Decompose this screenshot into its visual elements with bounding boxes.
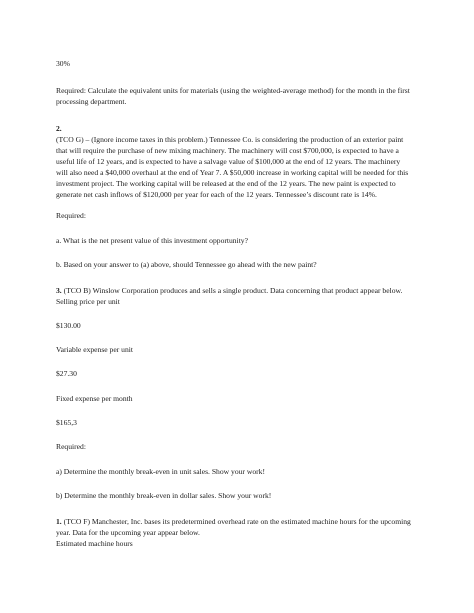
question-3-number: 3. (56, 286, 62, 295)
question-1-intro-text: (TCO F) Manchester, Inc. bases its predetermined overhead rate on the estimated machine hours for the upcoming (61, 517, 411, 526)
question-2-paragraph-line-3: useful life of 12 years, and is expected to have a salvage value of $100,000 at the end of 12 years. The machinery (56, 157, 401, 166)
fixed-expense-label: Fixed expense per month (56, 394, 133, 403)
variable-expense-value: $27.30 (56, 369, 77, 378)
question-2-paragraph-line-4: will also need a $40,000 overhaul at the end of Year 7. A $50,000 increase in working capital will be needed for this (56, 168, 409, 177)
selling-price-label: Selling price per unit (56, 297, 120, 306)
question-3-intro-text: (TCO B) Winslow Corporation produces and sells a single product. Data concerning that product appear below. (61, 286, 403, 295)
selling-price-value: $130.00 (56, 321, 81, 330)
question-2-part-b: b. Based on your answer to (a) above, should Tennessee go ahead with the new paint? (56, 260, 317, 269)
required-equiv-units-line-1: Required: Calculate the equivalent units for materials (using the weighted-average method) for the month in the first (56, 86, 410, 95)
question-1-intro (56, 516, 428, 527)
question-2-part-a: a. What is the net present value of this investment opportunity? (56, 236, 248, 245)
question-3-required: Required: (56, 442, 86, 451)
question-2-required: Required: (56, 211, 86, 220)
question-2-paragraph-line-6: generate net cash inflows of $120,000 per year for each of the 12 years. Tennessee’s discount rate is 14%. (56, 190, 377, 199)
required-equiv-units-line-2: processing department. (56, 97, 127, 106)
question-1-line-3: Estimated machine hours (56, 539, 133, 548)
question-2-paragraph-line-1: (TCO G) – (Ignore income taxes in this problem.) Tennessee Co. is considering the production of an exterior paint (56, 135, 404, 144)
question-1-number: 1. (56, 517, 62, 526)
variable-expense-label: Variable expense per unit (56, 345, 133, 354)
percent-line: 30% (56, 59, 70, 68)
question-3-part-b: b) Determine the monthly break-even in dollar sales. Show your work! (56, 491, 272, 500)
fixed-expense-value: $165,3 (56, 418, 77, 427)
question-2-paragraph-line-5: investment project. The working capital will be released at the end of the 12 years. The new paint is expected to (56, 179, 396, 188)
question-3-intro (56, 285, 428, 296)
question-2-number: 2. (56, 124, 62, 133)
question-1-line-2: year. Data for the upcoming year appear below. (56, 528, 200, 537)
question-2-paragraph-line-2: that will require the purchase of new mixing machinery. The machinery will cost $700,000, is expected to have a (56, 146, 399, 155)
question-3-part-a: a) Determine the monthly break-even in unit sales. Show your work! (56, 467, 265, 476)
